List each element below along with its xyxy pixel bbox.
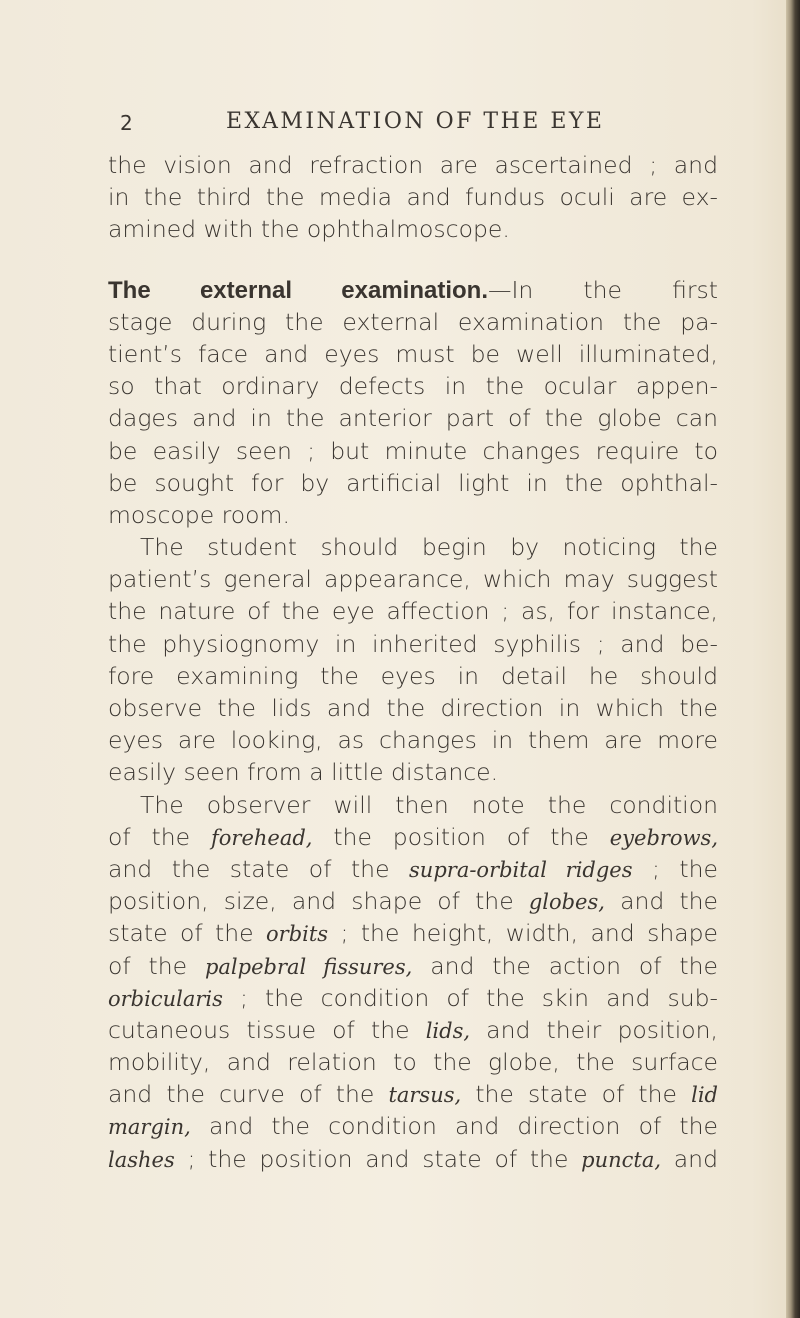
text-line: be easily seen ; but minute changes require to: [108, 436, 718, 465]
text-line: [108, 853, 718, 885]
text-line: tient’s face and eyes must be well illuminated,: [108, 339, 718, 368]
text-fragment: and: [661, 1144, 718, 1173]
section-heading-line: [108, 274, 718, 306]
page-number: 2: [120, 111, 134, 135]
text-line: [108, 1110, 718, 1142]
text-line: [108, 821, 718, 853]
italic-term: lid: [691, 1083, 718, 1108]
text-line: the physiognomy in inherited syphilis ; and be-: [108, 629, 718, 658]
text-fragment: and the state of the: [108, 854, 410, 883]
text-line: patient’s general appearance, which may suggest: [108, 565, 718, 594]
italic-term: lids,: [425, 1018, 471, 1043]
text-line: [108, 1143, 718, 1175]
text-fragment: the position of the: [312, 822, 610, 851]
text-line: be sought for by artificial light in the ophthal-: [108, 468, 718, 497]
text-fragment: of the: [108, 951, 205, 980]
italic-term: orbicularis: [108, 986, 223, 1011]
text-line: amined with the ophthalmoscope.: [108, 215, 510, 244]
text-line: the nature of the eye affection ; as, for instance,: [108, 597, 718, 626]
text-line: in the third the media and fundus oculi are ex-: [108, 183, 718, 212]
italic-term: orbits: [266, 922, 329, 947]
text-line: eyes are looking, as changes in them are more: [108, 726, 718, 755]
text-fragment: and their position,: [470, 1015, 718, 1044]
text-line: the vision and refraction are ascertained ; and: [108, 151, 718, 179]
italic-term: margin,: [108, 1115, 191, 1140]
text-line: stage during the external examination the pa-: [108, 307, 718, 336]
text-line: moscope room.: [108, 500, 290, 529]
section-heading: The external examination.: [108, 276, 488, 304]
text-line: The student should begin by noticing the: [140, 533, 718, 562]
text-fragment: cutaneous tissue of the: [108, 1015, 426, 1044]
italic-term: eyebrows,: [609, 825, 718, 850]
text-line: [108, 917, 718, 949]
text-fragment: of the: [108, 822, 211, 851]
running-title: EXAMINATION OF THE EYE: [226, 109, 605, 134]
text-fragment: position, size, and shape of the: [108, 887, 529, 916]
text-line: [108, 1078, 718, 1110]
body-text: [108, 149, 718, 1175]
text-line: The observer will then note the condition: [140, 790, 718, 819]
italic-term: forehead,: [210, 825, 313, 850]
text-line: easily seen from a little distance.: [108, 758, 499, 787]
text-fragment: state of the: [108, 919, 267, 948]
text-line: [108, 885, 718, 917]
text-fragment: and the: [604, 887, 719, 916]
text-line: observe the lids and the direction in which the: [108, 694, 718, 722]
text-fragment: and the condition and direction of the: [190, 1112, 718, 1141]
text-fragment: ; the position and state of the: [174, 1144, 582, 1173]
text-fragment: ; the condition of the skin and sub-: [222, 983, 718, 1012]
book-spine-edge: [786, 0, 800, 1318]
text-fragment: ; the height, width, and shape: [328, 919, 718, 948]
text-fragment: and the curve of the: [108, 1080, 389, 1109]
text-line: [108, 950, 718, 982]
italic-term: lashes: [108, 1147, 175, 1172]
italic-term: supra-orbital ridges: [409, 857, 633, 882]
text-line: mobility, and relation to the globe, the surface: [108, 1048, 718, 1077]
text-fragment: and the action of the: [412, 951, 719, 980]
italic-term: puncta,: [581, 1147, 662, 1172]
text-line: dages and in the anterior part of the globe can: [108, 404, 718, 433]
text-line: fore examining the eyes in detail he should: [108, 661, 718, 690]
text-line: so that ordinary defects in the ocular appen-: [108, 372, 718, 401]
text-fragment: the state of the: [461, 1080, 692, 1109]
text-fragment: —In the first: [488, 275, 718, 304]
italic-term: tarsus,: [388, 1083, 462, 1108]
italic-term: palpebral fissures,: [204, 954, 413, 979]
text-line: [108, 1014, 718, 1046]
text-fragment: ; the: [632, 854, 718, 883]
italic-term: globes,: [528, 890, 605, 915]
text-line: [108, 982, 718, 1014]
